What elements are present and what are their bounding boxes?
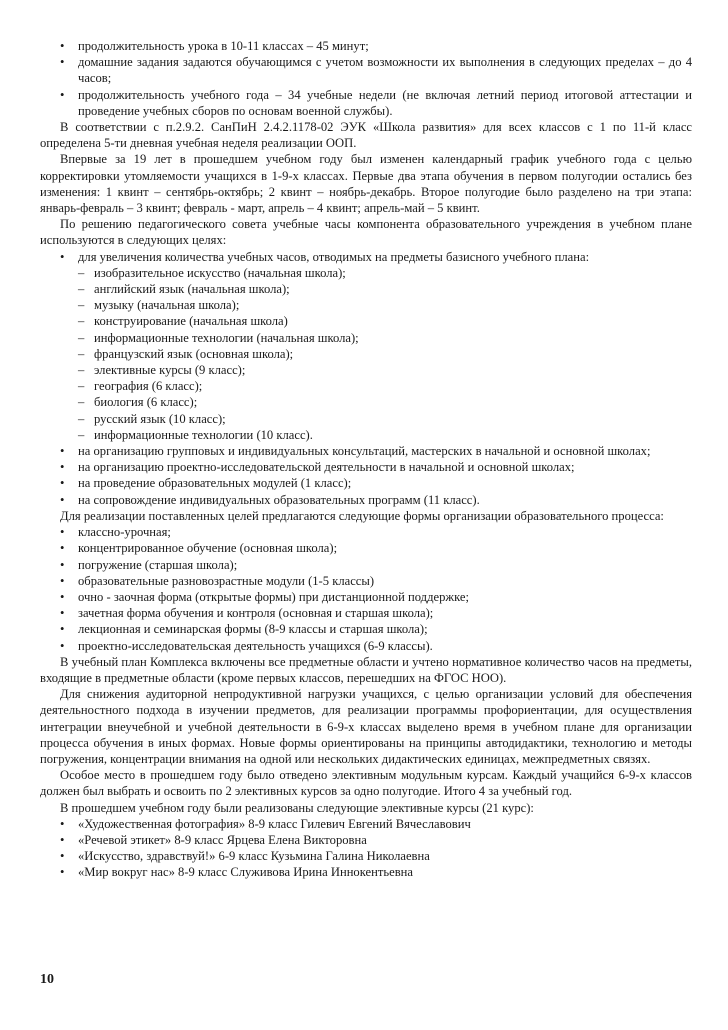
document-body [40, 38, 692, 881]
bullet-marker: • [60, 622, 65, 637]
paragraph: По решению педагогического совета учебные часы компонента образовательного учреждения в учебном плане используются в следующих целях: [40, 217, 692, 248]
bullet-marker: • [60, 557, 65, 572]
dash-marker: – [78, 298, 85, 313]
bullet-marker: • [60, 541, 65, 556]
list-item: • образовательные разновозрастные модули (1-5 классы) [60, 573, 375, 588]
bullet-marker: • [60, 492, 65, 507]
list-item: • «Художественная фотография» 8-9 класс Гилевич Евгений Вячеславович [60, 816, 471, 831]
bullet-marker: • [60, 55, 65, 70]
sub-list-item: – английский язык (начальная школа); [78, 282, 290, 297]
list-item: • очно - заочная форма (открытые формы) при дистанционной поддержке; [60, 589, 469, 604]
dash-marker: – [78, 346, 85, 361]
bullet-marker: • [60, 249, 65, 264]
list-item: • на организацию проектно-исследовательской деятельности в начальной и основной школах; [60, 460, 575, 475]
paragraph: В учебный план Комплекса включены все предметные области и учтено нормативное количество часов на предметы, входящие в предметные области (кроме первых классов, перешедших на ФГОС НОО). [40, 654, 692, 685]
sub-list-item: – биология (6 класс); [78, 395, 198, 410]
bullet-marker: • [60, 589, 65, 604]
list-item: • лекционная и семинарская формы (8-9 классы и старшая школа); [60, 622, 428, 637]
bullet-marker: • [60, 816, 65, 831]
dash-marker: – [78, 330, 85, 345]
paragraph: Впервые за 19 лет в прошедшем учебном году был изменен календарный график учебного года с целью корректировки утомляемости учащихся в 1-9-х классах. Первые два этапа обучения в первом полугодии остались без изменения: 1 квинт – сентябрь-октябрь; 2 квинт – ноябрь-декабрь. Второе полугодие было разделено на три этапа: январь-февраль – 3 квинт; февраль - март, апрель – 4 квинт; апрель-май – 5 квинт. [40, 152, 692, 216]
list-item: • классно-урочная; [60, 525, 171, 540]
list-item: • на проведение образовательных модулей (1 класс); [60, 476, 352, 491]
bullet-marker: • [60, 444, 65, 459]
sub-list-item: – география (6 класс); [78, 379, 203, 394]
list-item: • погружение (старшая школа); [60, 557, 238, 572]
bullet-marker: • [60, 460, 65, 475]
dash-marker: – [78, 395, 85, 410]
paragraph: Для реализации поставленных целей предлагаются следующие формы организации образовательного процесса: [60, 508, 664, 523]
list-item: • «Искусство, здравствуй!» 6-9 класс Кузьмина Галина Николаевна [60, 849, 430, 864]
goals-list [40, 249, 692, 508]
bullet-marker: • [60, 87, 65, 102]
bullet-marker: • [60, 39, 65, 53]
sub-list-item: – информационные технологии (10 класс). [78, 427, 313, 442]
sub-list-item: – элективные курсы (9 класс); [78, 363, 246, 378]
courses-list [40, 816, 692, 881]
list-item: • на сопровождение индивидуальных образовательных программ (11 класс). [60, 492, 480, 507]
sub-list-item: – информационные технологии (начальная школа); [78, 330, 359, 345]
list-item: • продолжительность урока в 10-11 классах – 45 минут; [60, 39, 369, 53]
sub-list-item: – русский язык (10 класс); [78, 411, 226, 426]
lesson-rules-list [40, 38, 692, 119]
dash-marker: – [78, 411, 85, 426]
bullet-marker: • [60, 525, 65, 540]
list-item: • домашние задания задаются обучающимся с учетом возможности их выполнения в следующих пределах – до 4 часов; [60, 55, 692, 86]
sub-list-item: – музыку (начальная школа); [78, 298, 240, 313]
bullet-marker: • [60, 476, 65, 491]
dash-marker: – [78, 265, 85, 280]
list-item: • «Речевой этикет» 8-9 класс Ярцева Елена Викторовна [60, 832, 367, 847]
subjects-list [40, 265, 692, 443]
list-item: • продолжительность учебного года – 34 учебные недели (не включая летний период итоговой аттестации и проведение учебных сборов по основам военной службы). [60, 87, 692, 118]
list-item: • для увеличения количества учебных часов, отводимых на предметы базисного учебного плана: [60, 249, 590, 264]
paragraph: Для снижения аудиторной непродуктивной нагрузки учащихся, с целью организации условий для обеспечения деятельностного подхода в изучении предметов, для реализации программы профориентации, для осуществления интеграции внеучебной и учебной деятельности в 6-9-х классах выделено время в учебном плане для организации процесса обучения в иных формах. Новые формы ориентированы на принципы автодидактики, технологию и методы погружения, концентрации внимания на одной или нескольких дидактических единицах, межпредметных связях. [40, 687, 692, 766]
sub-list-item: – конструирование (начальная школа) [78, 314, 288, 329]
forms-list [40, 524, 692, 654]
list-item: • «Мир вокруг нас» 8-9 класс Служивова Ирина Иннокентьевна [60, 865, 413, 880]
bullet-marker: • [60, 573, 65, 588]
dash-marker: – [78, 379, 85, 394]
bullet-marker: • [60, 849, 65, 864]
sub-list-item: – французский язык (основная школа); [78, 346, 294, 361]
bullet-marker: • [60, 638, 65, 653]
dash-marker: – [78, 427, 85, 442]
list-item: • на организацию групповых и индивидуальных консультаций, мастерских в начальной и основной школах; [60, 444, 651, 459]
dash-marker: – [78, 314, 85, 329]
bullet-marker: • [60, 606, 65, 621]
bullet-marker: • [60, 865, 65, 880]
list-item: • проектно-исследовательская деятельность учащихся (6-9 классы). [60, 638, 433, 653]
sub-list-item: – изобразительное искусство (начальная школа); [78, 265, 346, 280]
dash-marker: – [78, 282, 85, 297]
paragraph: В соответствии с п.2.9.2. СанПиН 2.4.2.1178-02 ЭУК «Школа развития» для всех классов с 1 по 11-й класс определена 5-ти дневная учебная неделя реализации ООП. [40, 120, 692, 151]
list-item: • зачетная форма обучения и контроля (основная и старшая школа); [60, 606, 434, 621]
page-number: 10 [40, 972, 54, 987]
list-item: • концентрированное обучение (основная школа); [60, 541, 338, 556]
paragraph: В прошедшем учебном году были реализованы следующие элективные курсы (21 курс): [60, 800, 534, 815]
dash-marker: – [78, 363, 85, 378]
bullet-marker: • [60, 832, 65, 847]
paragraph: Особое место в прошедшем году было отведено элективным модульным курсам. Каждый учащийся 6-9-х классов должен был выбрать и освоить по 2 элективных курсов за одно полугодие. Итого 4 за учебный год. [40, 768, 692, 799]
